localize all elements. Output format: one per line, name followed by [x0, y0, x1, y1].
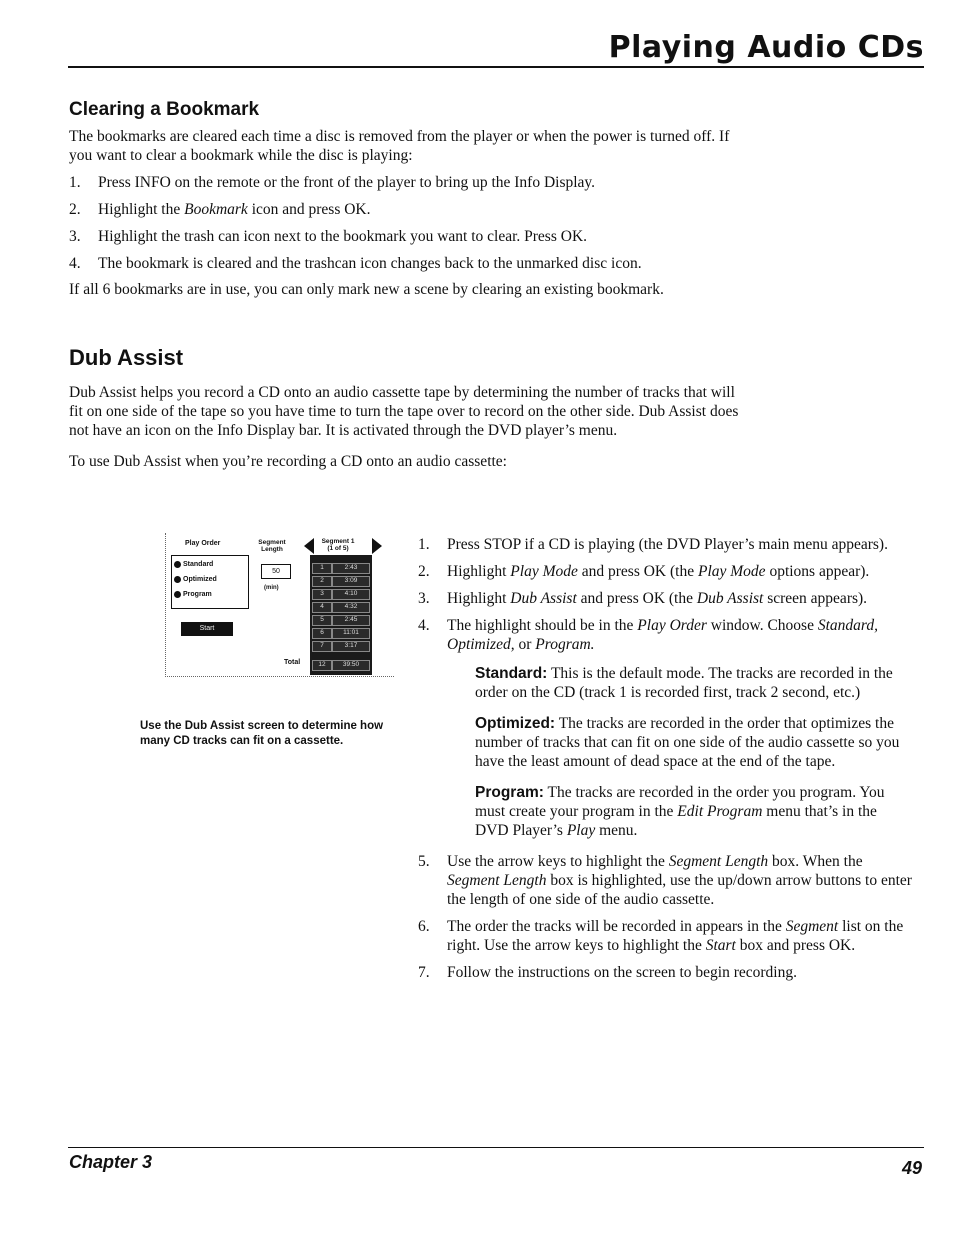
step-number: 3.	[69, 228, 81, 245]
total-time: 39:50	[332, 660, 370, 671]
step-text: Highlight the trash can icon next to the bookmark you want to clear. Press OK.	[98, 228, 588, 245]
table-row	[312, 563, 370, 574]
step-number: 1.	[418, 536, 430, 553]
mode-emphasis: Edit Program	[677, 803, 763, 820]
step-text: and press OK (the	[576, 590, 697, 607]
step-text: and press OK (the	[577, 563, 698, 580]
step-emphasis: Dub Assist	[696, 590, 764, 607]
mode-label: Program:	[475, 784, 544, 801]
list-item	[418, 917, 913, 955]
step-text: box. When the	[768, 853, 863, 870]
step-emphasis: Segment Length	[668, 853, 769, 870]
step-text: list on the right. Use the arrow keys to highlight the	[447, 918, 904, 954]
step-number: 5.	[418, 853, 430, 870]
mode-label: Optimized:	[475, 715, 556, 732]
table-row	[312, 615, 370, 626]
mode-text: The tracks are recorded in the order that optimizes the number of tracks that can fit on one side of the audio cassette so you have the least amount of dead space at the end of the tape.	[475, 715, 900, 770]
dub-intro: Dub Assist helps you record a CD onto an audio cassette tape by determining the number of tracks that will fit on one side of the tape so you have time to turn the tape over to record on the other side. Dub Assist does not have an icon on the Info Display bar. It is activated through the DVD player’s menu.	[69, 384, 739, 439]
track-number: 1	[312, 563, 332, 574]
dub-intro-block	[69, 383, 741, 471]
track-time: 4:32	[332, 602, 370, 613]
option-label: Optimized	[183, 576, 217, 583]
option-standard	[174, 561, 213, 568]
footer-rule	[68, 1147, 924, 1148]
list-item	[418, 562, 913, 581]
table-row	[312, 628, 370, 639]
step-emphasis: Dub Assist	[510, 590, 577, 607]
step-number: 4.	[69, 255, 81, 272]
step-text: Use the arrow keys to highlight the	[447, 853, 669, 870]
step-emphasis: Start	[705, 937, 736, 954]
step-number: 6.	[418, 918, 430, 935]
mode-emphasis: Play	[566, 822, 596, 839]
step-text: Press INFO on the remote or the front of the player to bring up the Info Display.	[98, 174, 596, 191]
section-heading-dub-assist: Dub Assist	[69, 345, 184, 370]
page-number: 49	[901, 1158, 922, 1178]
mode-text: The tracks are recorded in the order you program. You must create your program in the	[475, 784, 885, 820]
step-number: 3.	[418, 590, 430, 607]
clearing-intro: The bookmarks are cleared each time a disc is removed from the player or when the power is turned off. If you want to clear a bookmark while the disc is playing:	[69, 128, 730, 164]
table-row	[312, 641, 370, 652]
mode-text: This is the default mode. The tracks are recorded in the order on the CD (track 1 is recorded first, track 2 second, etc.)	[475, 665, 893, 701]
play-order-box	[171, 555, 249, 609]
track-time: 4:10	[332, 589, 370, 600]
step-text: Follow the instructions on the screen to begin recording.	[447, 964, 797, 981]
play-order-label: Play Order	[185, 540, 221, 547]
step-text: Highlight	[447, 563, 511, 580]
table-row	[312, 602, 370, 613]
arrow-right-icon	[372, 538, 382, 554]
play-order-modes	[418, 664, 913, 840]
segment-length-label: Segment Length	[258, 539, 286, 553]
dub-steps-column	[418, 535, 913, 990]
list-item	[69, 227, 739, 246]
list-item	[418, 616, 913, 654]
step-number: 2.	[69, 201, 81, 218]
step-emphasis: Play Order	[637, 617, 707, 634]
dub-steps-continued	[418, 852, 913, 982]
step-emphasis: Play Mode	[697, 563, 766, 580]
option-program	[174, 591, 212, 598]
option-label: Program	[183, 591, 212, 598]
mode-standard	[475, 664, 913, 702]
total-label: Total	[284, 659, 301, 666]
option-label: Standard	[183, 561, 214, 568]
chapter-label: Chapter 3	[69, 1152, 153, 1172]
step-text: icon and press OK.	[247, 201, 371, 218]
segment-length-box: 50	[261, 564, 291, 579]
table-row	[312, 589, 370, 600]
track-number: 4	[312, 602, 332, 613]
step-number: 7.	[418, 964, 430, 981]
list-item	[418, 589, 913, 608]
segment-list-header	[309, 538, 367, 552]
step-text: box is highlighted, use the up/down arrow buttons to enter the length of one side of the audio cassette.	[447, 872, 912, 908]
track-number: 3	[312, 589, 332, 600]
step-emphasis: Segment	[785, 918, 839, 935]
step-emphasis: Program.	[535, 636, 595, 653]
dub-steps	[418, 535, 913, 654]
radio-icon	[174, 576, 181, 583]
option-optimized	[174, 576, 217, 583]
section-heading-clearing: Clearing a Bookmark	[69, 99, 260, 120]
track-number: 6	[312, 628, 332, 639]
list-item	[418, 852, 913, 909]
track-time: 2:45	[332, 615, 370, 626]
track-number: 2	[312, 576, 332, 587]
list-item	[418, 963, 913, 982]
list-item	[69, 200, 739, 219]
step-text: Press STOP if a CD is playing (the DVD Player’s main menu appears).	[447, 536, 888, 553]
step-text: Highlight the	[98, 201, 185, 218]
header-rule	[68, 66, 924, 68]
step-text: or	[514, 636, 536, 653]
track-time: 2:43	[332, 563, 370, 574]
total-tracks: 12	[312, 660, 332, 671]
step-emphasis: Standard, Optimized,	[447, 617, 878, 653]
step-emphasis: Segment Length	[447, 872, 547, 889]
clearing-note: If all 6 bookmarks are in use, you can only mark new a scene by clearing an existing bookmark.	[69, 281, 664, 298]
radio-icon	[174, 591, 181, 598]
step-text: screen appears).	[763, 590, 868, 607]
track-time: 3:17	[332, 641, 370, 652]
segment-track-list	[310, 555, 372, 675]
clearing-steps	[69, 173, 739, 273]
track-number: 7	[312, 641, 332, 652]
step-emphasis: Bookmark	[184, 201, 248, 218]
step-text: Highlight	[447, 590, 511, 607]
figure-caption: Use the Dub Assist screen to determine how many CD tracks can fit on a cassette.	[140, 720, 384, 747]
mode-program	[475, 783, 913, 840]
step-emphasis: Play Mode	[510, 563, 578, 580]
dub-lead: To use Dub Assist when you’re recording a CD onto an audio cassette:	[69, 453, 507, 470]
mode-text: menu.	[595, 822, 638, 839]
start-button: Start	[181, 622, 233, 636]
list-item	[418, 535, 913, 554]
total-row	[312, 660, 370, 671]
track-time: 3:09	[332, 576, 370, 587]
step-number: 2.	[418, 563, 430, 580]
step-number: 1.	[69, 174, 81, 191]
step-text: The bookmark is cleared and the trashcan icon changes back to the unmarked disc icon.	[98, 255, 642, 272]
radio-icon	[174, 561, 181, 568]
list-item	[69, 254, 739, 273]
mode-label: Standard:	[475, 665, 548, 682]
step-text: window. Choose	[706, 617, 818, 634]
step-number: 4.	[418, 617, 430, 634]
segment-list-title: Segment 1	[321, 538, 355, 545]
list-item	[69, 173, 739, 192]
dub-assist-screen-figure	[165, 533, 395, 678]
mode-text: menu that’s in the DVD Player’s	[475, 803, 877, 839]
clearing-section	[69, 127, 739, 299]
segment-unit: (min)	[264, 585, 279, 591]
page-header-title: Playing Audio CDs	[608, 30, 924, 65]
segment-list-sub: (1 of 5)	[327, 545, 349, 552]
step-text: box and press OK.	[735, 937, 856, 954]
track-time: 11:01	[332, 628, 370, 639]
step-text: The highlight should be in the	[447, 617, 638, 634]
track-number: 5	[312, 615, 332, 626]
table-row	[312, 576, 370, 587]
step-text: options appear).	[765, 563, 870, 580]
step-text: The order the tracks will be recorded in appears in the	[447, 918, 786, 935]
mode-optimized	[475, 714, 913, 771]
